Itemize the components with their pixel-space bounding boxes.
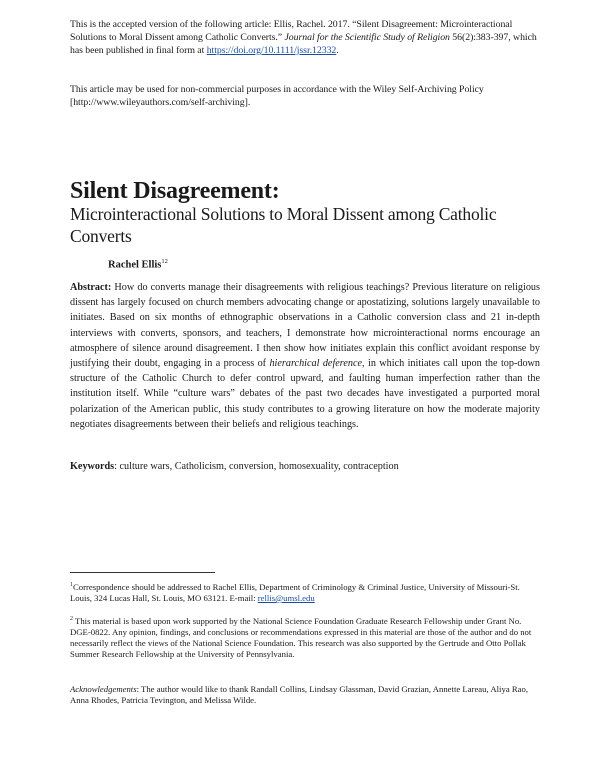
acknowledgements-text: : The author would like to thank Randall Collins, Lindsay Glassman, David Grazian, Annette Lareau, Aliya Rao, Anna Rhodes, Patricia Tevington, and Melissa Wilde.: [70, 684, 529, 705]
notice-text: This is the accepted version of the following article: Ellis, Rachel. 2017. “Silent Disagreement: Microinteractional Solutions to Moral Dissent among Catholic Converts.”: [70, 19, 513, 43]
journal-name: Journal for the Scientific Study of Religion: [284, 32, 450, 43]
acknowledgements-label: Acknowledgements: [70, 684, 137, 694]
footnote-2: [70, 614, 540, 660]
abstract-text: How do converts manage their disagreements with religious teachings? Previous literature on religious dissent has largely focused on church members advocating change or apostatizing, solutions largely unavailable to initiates. Based on six months of ethnographic observations in a Catholic conversion class and 21 in-depth interviews with converts, sponsors, and teachers, I demonstrate how microinteractional norms encourage an atmosphere of silence around disagreement. I then show how initiates explain this conflict avoidant response by justifying their doubt, engaging in a process of: [70, 282, 540, 370]
author-name: Rachel Ellis: [108, 259, 162, 271]
notice-text: 56(2):383-397, which has been published in final form at: [70, 32, 537, 56]
footnote-number: 1: [70, 582, 73, 588]
keywords-label: Keywords: [70, 461, 115, 472]
author-footnote-marks: 12: [161, 258, 168, 265]
abstract: [70, 280, 540, 432]
usage-notice: This article may be used for non-commercial purposes in accordance with the Wiley Self-Archiving Policy [http://www.wileyauthors.com/self-archiving].: [70, 84, 484, 108]
abstract-text: , in which initiates call upon the top-down structure of the Catholic Church to defer control upward, and faulting human imperfection rather than the institution itself. While “culture wars” debates of the past two decades have investigated a purported moral polarization of the American public, this study contributes to a growing literature on how the moderate majority negotiates disagreements between their beliefs and religious teachings.: [70, 358, 540, 430]
email-link[interactable]: rellis@umsl.edu: [257, 592, 315, 603]
footnote-divider: [70, 572, 215, 573]
footnote-1: [70, 580, 540, 604]
publication-notice: [70, 18, 540, 57]
keywords-text: : culture wars, Catholicism, conversion, homosexuality, contraception: [114, 461, 399, 472]
footnote-number: 2: [70, 616, 73, 622]
author-line: [108, 258, 168, 271]
abstract-emphasis: hierarchical deference: [269, 358, 363, 370]
acknowledgements: [70, 684, 540, 706]
paper-title: Silent Disagreement:: [70, 178, 280, 204]
paper-subtitle: Microinteractional Solutions to Moral Dissent among Catholic Converts: [70, 204, 497, 246]
keywords: [70, 460, 540, 474]
footnote-text: This material is based upon work supported by the National Science Foundation Graduate Research Fellowship under Grant No. DGE-0822. Any opinion, findings, and conclusions or recommendations expressed in this material are those of the author and do not necessarily reflect the views of the National Science Foundation. This research was also supported by the Gertrude and Otto Pollak Summer Research Fellowship at the University of Pennsylvania.: [70, 615, 532, 659]
notice-text: .: [336, 45, 339, 56]
abstract-label: Abstract:: [70, 282, 112, 293]
footnote-text: Correspondence should be addressed to Rachel Ellis, Department of Criminology & Criminal Justice, University of Missouri-St. Louis, 324 Lucas Hall, St. Louis, MO 63121. E-mail:: [70, 581, 520, 603]
doi-link[interactable]: https://doi.org/10.1111/jssr.12332: [206, 45, 337, 56]
